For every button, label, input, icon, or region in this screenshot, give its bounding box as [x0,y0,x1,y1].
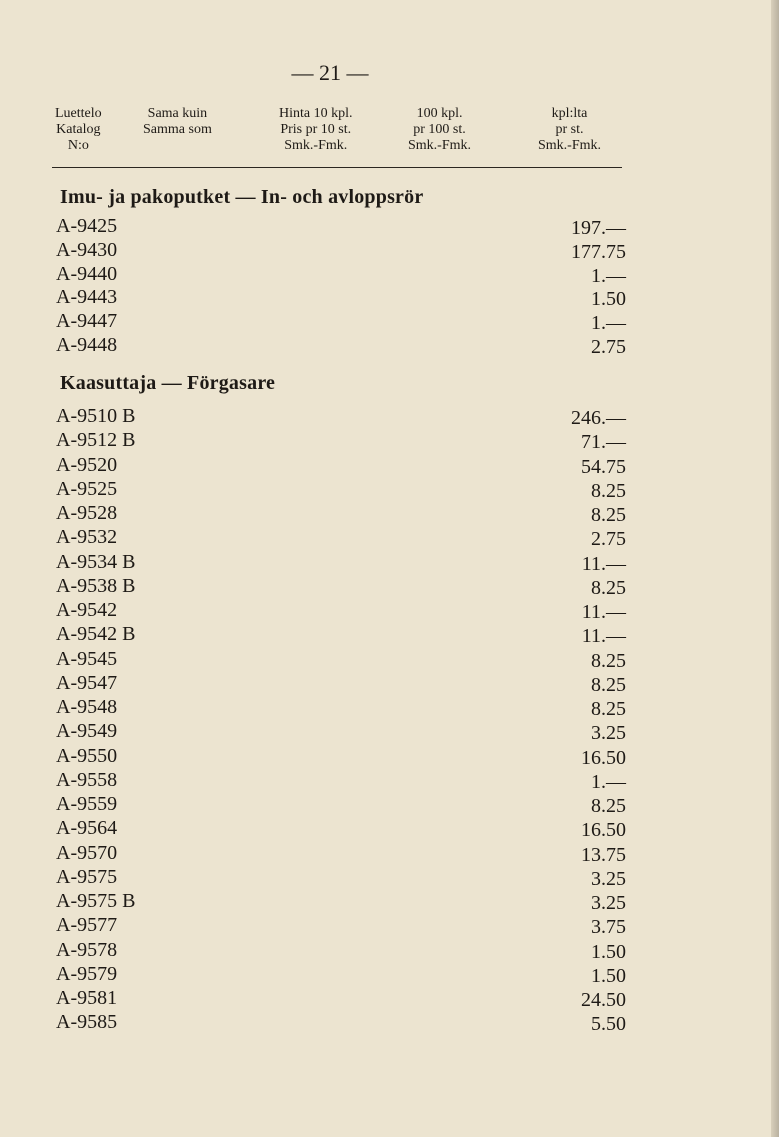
unit-price: 3.25 [591,892,626,914]
price-row [56,866,626,890]
catalog-number: A-9579 [56,962,118,985]
catalog-number: A-9443 [56,286,118,309]
header-price-10-sv: Pris pr 10 st. [280,122,352,137]
header-price-each-fi: kpl:lta [551,106,588,121]
header-catalog-fi: Luettelo [55,106,102,121]
unit-price: 3.25 [591,722,626,745]
unit-price: 54.75 [581,455,626,478]
page-edge [771,0,779,1137]
unit-price: 71.— [581,431,626,454]
catalog-number: A-9534 B [56,550,136,573]
unit-price: 24.50 [581,989,626,1011]
catalog-number: A-9448 [56,334,118,356]
header-price-each-sv: pr st. [555,122,584,137]
catalog-number: A-9545 [56,647,118,670]
catalog-number: A-9440 [56,262,118,285]
price-row [56,890,626,914]
header-catalog-column [55,106,102,154]
price-row [56,817,626,841]
unit-price: 8.25 [591,698,626,720]
catalog-number: A-9575 B [56,890,136,912]
header-price-100-column [408,106,471,154]
unit-price: 3.25 [591,867,626,890]
price-row [56,310,626,334]
unit-price: 1.— [591,312,626,335]
catalog-number: A-9520 [56,453,118,476]
unit-price: 1.50 [591,288,626,311]
price-row [56,793,626,817]
unit-price: 16.50 [581,819,626,842]
header-catalog-no: N:o [67,138,89,153]
catalog-number: A-9548 [56,696,118,718]
unit-price: 16.50 [581,746,626,769]
header-price-100-sv: pr 100 st. [413,122,466,137]
catalog-number: A-9542 B [56,623,136,646]
price-row [56,648,626,672]
price-row [56,502,626,526]
catalog-number: A-9581 [56,987,118,1009]
catalog-number: A-9558 [56,768,118,791]
price-row [56,696,626,720]
catalog-number: A-9577 [56,914,118,937]
price-row [56,914,626,938]
price-row [56,263,626,287]
header-price-10-column [279,106,353,154]
price-row [56,987,626,1011]
unit-price: 8.25 [591,479,626,502]
catalog-number: A-9550 [56,744,118,767]
price-row [56,745,626,769]
header-price-10-unit: Smk.-Fmk. [284,138,348,153]
catalog-number: A-9538 B [56,574,136,597]
price-row [56,551,626,575]
unit-price: 8.25 [591,504,626,526]
catalog-number: A-9585 [56,1011,118,1034]
catalog-number: A-9559 [56,793,118,815]
price-row [56,769,626,793]
price-row [56,720,626,744]
header-same-as-sv: Samma som [143,122,212,137]
unit-price: 177.75 [571,240,626,263]
price-row [56,215,626,239]
header-same-as-fi: Sama kuin [147,106,208,121]
catalog-number: A-9542 [56,599,118,621]
header-price-each-unit: Smk.-Fmk. [538,138,602,153]
price-row [56,478,626,502]
price-row [56,286,626,310]
price-row [56,405,626,429]
catalog-number: A-9525 [56,477,118,500]
catalog-number: A-9564 [56,817,118,840]
header-divider [52,167,622,168]
section-title: Imu- ja pakoputket — In- och avloppsrör [60,186,424,208]
unit-price: 8.25 [591,673,626,696]
unit-price: 8.25 [591,649,626,672]
catalog-number: A-9447 [56,310,118,333]
unit-price: 1.— [591,770,626,793]
price-row [56,623,626,647]
catalog-number: A-9575 [56,865,118,888]
header-price-100-unit: Smk.-Fmk. [408,138,472,153]
unit-price: 11.— [581,601,626,623]
price-row [56,429,626,453]
price-row [56,1011,626,1035]
catalog-number: A-9532 [56,526,118,549]
price-row [56,599,626,623]
price-row [56,334,626,358]
header-same-as-column [143,106,212,138]
unit-price: 246.— [571,407,626,429]
catalog-number: A-9510 B [56,405,136,427]
unit-price: 197.— [571,217,626,239]
unit-price: 5.50 [591,1013,626,1036]
section-title: Kaasuttaja — Förgasare [60,372,276,394]
catalog-number: A-9528 [56,502,118,524]
unit-price: 13.75 [581,843,626,866]
unit-price: 2.75 [591,528,626,551]
unit-price: 1.— [591,264,626,287]
catalog-number: A-9547 [56,671,118,694]
unit-price: 11.— [581,625,626,648]
price-row [56,939,626,963]
unit-price: 8.25 [591,795,626,817]
unit-price: 1.50 [591,964,626,987]
header-price-10-fi: Hinta 10 kpl. [279,106,353,121]
unit-price: 11.— [581,552,626,575]
price-row [56,454,626,478]
catalog-number: A-9549 [56,720,118,743]
unit-price: 2.75 [591,336,626,358]
catalog-number: A-9425 [56,215,118,237]
header-price-each-column [538,106,601,154]
price-row [56,526,626,550]
price-row [56,575,626,599]
price-row [56,963,626,987]
price-row [56,842,626,866]
header-catalog-sv: Katalog [56,122,101,137]
catalog-number: A-9570 [56,841,118,864]
catalog-number: A-9430 [56,238,118,261]
unit-price: 8.25 [591,576,626,599]
price-row [56,239,626,263]
catalog-number: A-9512 B [56,429,136,452]
unit-price: 3.75 [591,916,626,939]
header-price-100-fi: 100 kpl. [416,106,463,121]
unit-price: 1.50 [591,940,626,963]
page-number: — 21 — [291,60,369,85]
price-row [56,672,626,696]
catalog-number: A-9578 [56,938,118,961]
